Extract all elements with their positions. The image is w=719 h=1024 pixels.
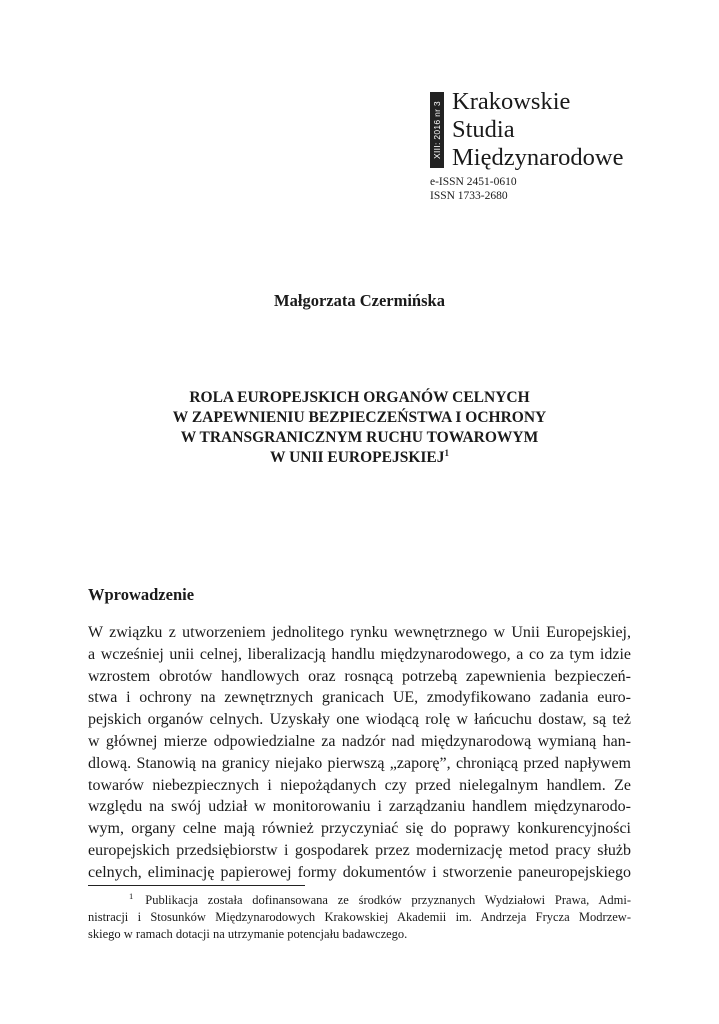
footnote-mark: 1 <box>129 890 134 901</box>
paragraph-line: stwa i ochrony na zewnętrznych granicach UE, zmodyfikowano zadania euro- <box>88 689 631 707</box>
title-line-last <box>88 448 631 468</box>
journal-name-line: Studia <box>452 116 515 143</box>
paragraph-line: w głównej mierze odpowiedzialne za nadzór nad międzynarodową wymianą han- <box>88 732 631 750</box>
paragraph-line: pejskich organów celnych. Uzyskały one wiodącą rolę w łańcuchu dostaw, są też <box>88 711 631 729</box>
paragraph-line: dlową. Stanowią na granicy niejako pierwszą „zaporę”, chroniącą przed napływem <box>88 754 631 772</box>
paragraph-line: towarów niebezpiecznych i niepożądanych czy przed nielegalnym handlem. Ze <box>88 776 631 794</box>
paragraph-line: W związku z utworzeniem jednolitego rynku wewnętrznego w Unii Europejskiej, <box>88 624 631 641</box>
body-paragraph <box>88 622 631 884</box>
volume-tag-text: XIII: 2016 nr 3 <box>432 101 442 159</box>
paragraph-line: europejskich przedsiębiorstw i gospodarek przez modernizację metod pracy służb <box>88 841 631 859</box>
volume-tag <box>430 92 444 168</box>
footnote-line <box>88 892 631 909</box>
paragraph-line: celnych, eliminację papierowej formy dokumentów i stworzenie paneuropejskiego <box>88 863 631 881</box>
journal-name-line: Krakowskie <box>452 88 571 115</box>
title-footnote-mark[interactable]: 1 <box>444 447 450 458</box>
article-author: Małgorzata Czermińska <box>274 291 445 310</box>
footnote-text: Publikacja została dofinansowana ze środków przyznanych Wydziałowi Prawa, Admi- <box>145 893 631 907</box>
title-line: W TRANSGRANICZNYM RUCHU TOWAROWYM <box>180 429 539 446</box>
paragraph-line: a wcześniej unii celnej, liberalizacją handlu międzynarodowego, a co za tym idzie <box>88 645 631 663</box>
footnote-divider <box>88 885 305 886</box>
issn-line: ISSN 1733-2680 <box>430 190 508 202</box>
issn-block <box>430 175 517 203</box>
paragraph-line: wym, organy celne mają również przyczyniać się do poprawy konkurencyjności <box>88 820 631 838</box>
footnote-line: nistracji i Stosunków Międzynarodowych Krakowskiej Akademii im. Andrzeja Frycza Modrzew- <box>88 910 631 924</box>
footnote-line: skiego w ramach dotacji na utrzymanie potencjału badawczego. <box>88 927 408 941</box>
eissn-line: e-ISSN 2451-0610 <box>430 176 517 188</box>
paragraph-line: względu na swój udział w monitorowaniu i zarządzaniu handlem międzynarodo- <box>88 798 631 816</box>
footnote <box>88 892 631 943</box>
journal-name-line: Międzynarodowe <box>452 144 624 171</box>
title-line: W UNII EUROPEJSKIEJ <box>269 449 445 466</box>
section-heading: Wprowadzenie <box>88 585 195 604</box>
title-line: ROLA EUROPEJSKICH ORGANÓW CELNYCH <box>189 389 530 406</box>
title-line: W ZAPEWNIENIU BEZPIECZEŃSTWA I OCHRONY <box>172 409 547 426</box>
article-title <box>88 388 631 468</box>
paragraph-line: wzrostem obrotów handlowych oraz rosnącą potrzebą zapewnienia bezpieczeń- <box>88 667 631 685</box>
journal-name <box>452 88 623 172</box>
